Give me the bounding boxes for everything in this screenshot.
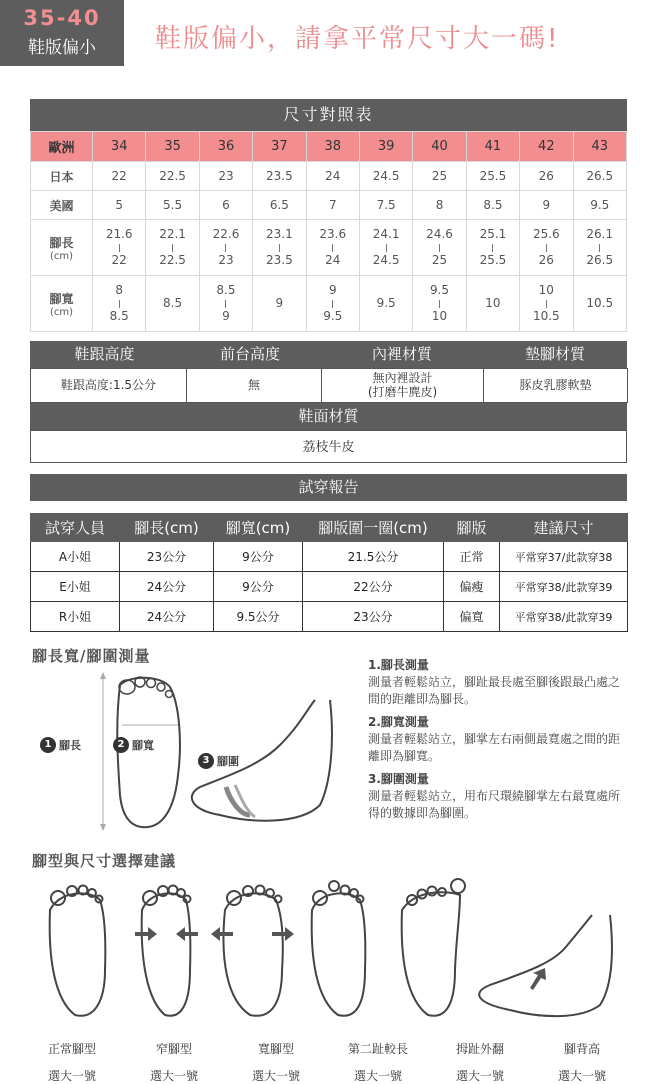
range-stack [574, 228, 626, 266]
range-value: 22.5 [159, 252, 186, 267]
trial-cell: 24公分 [120, 572, 214, 602]
size-cell: 8.5 [466, 191, 519, 220]
range-separator [439, 244, 440, 252]
size-cell [199, 276, 252, 332]
range-separator [386, 244, 387, 252]
size-cell: 25 [413, 162, 466, 191]
size-cell: 6.5 [253, 191, 306, 220]
note-heading: 1.腳長測量 [368, 658, 429, 672]
size-cell: 25.5 [466, 162, 519, 191]
range-stack [520, 228, 572, 266]
label-width [113, 737, 154, 753]
range-stack [307, 284, 359, 322]
measure-title: 腳長寬/腳圍測量 [32, 647, 151, 665]
size-cell [573, 220, 626, 276]
range-stack [574, 297, 626, 310]
range-value: 23.6 [319, 227, 347, 242]
range-value: 9 [275, 295, 284, 310]
size-cell: 39 [359, 132, 412, 162]
range-stack [93, 284, 145, 322]
row-label [31, 191, 93, 220]
range-stack [413, 228, 465, 266]
foot-type-advice: 選大一號 [149, 1069, 198, 1083]
foot-type-name: 腳背高 [563, 1042, 600, 1056]
material-table [30, 368, 628, 403]
range-separator [439, 300, 440, 308]
size-row-foot_length [31, 220, 627, 276]
foot-type-item [27, 1040, 117, 1084]
size-cell: 41 [466, 132, 519, 162]
range-value: 22.1 [159, 227, 186, 242]
range-value: 25 [431, 252, 448, 267]
range-value: 9.5 [429, 283, 450, 298]
note-heading: 2.腳寬測量 [368, 715, 429, 729]
trial-cell: 9.5公分 [214, 602, 303, 632]
range-value: 26 [538, 252, 554, 267]
trial-cell: 偏寬 [444, 602, 500, 632]
foot-type-title: 腳型與尺寸選擇建議 [32, 852, 177, 870]
size-chart-title: 尺寸對照表 [30, 99, 627, 131]
range-separator [332, 244, 333, 252]
size-cell: 26 [520, 162, 573, 191]
foot-type-advice: 選大一號 [455, 1069, 504, 1083]
trial-cell: R小姐 [31, 602, 120, 632]
trial-cell: 22公分 [303, 572, 444, 602]
label-length [40, 737, 81, 753]
trial-table [30, 513, 628, 632]
material-header-cell: 鞋跟高度 [74, 345, 135, 363]
range-stack [307, 228, 359, 266]
heel-height-value: 鞋跟高度:1.5公分 [31, 369, 187, 403]
size-cell: 38 [306, 132, 359, 162]
size-cell [520, 220, 573, 276]
size-cell: 5.5 [146, 191, 199, 220]
trial-header-cell: 腳版圍一圈(cm) [303, 514, 444, 542]
range-stack [253, 228, 305, 266]
upper-material-header [30, 403, 627, 430]
material-header-cell: 內裡材質 [371, 345, 432, 363]
size-cell: 5 [93, 191, 146, 220]
range-value: 8.5 [216, 283, 236, 298]
range-value: 26.5 [586, 252, 614, 267]
row-label-text: 美國 [49, 198, 74, 213]
size-cell: 22.5 [146, 162, 199, 191]
note-heading: 3.腳圍測量 [368, 772, 429, 786]
size-cell [466, 276, 519, 332]
range-value: 10 [538, 283, 554, 298]
size-cell [466, 220, 519, 276]
foot-types-illustration [20, 870, 640, 1025]
note-body: 測量者輕鬆站立，用布尺環繞腳掌左右最寬處所得的數據即為腳圍。 [368, 789, 621, 820]
range-value: 25.5 [479, 252, 507, 267]
range-stack [146, 297, 198, 310]
label-girth [198, 753, 239, 769]
front-height-value: 無 [187, 369, 322, 403]
size-cell [93, 220, 146, 276]
range-stack [520, 284, 572, 322]
size-chart-table [30, 131, 627, 332]
foot-type-item [537, 1040, 627, 1084]
material-header-cell: 前台高度 [219, 345, 280, 363]
size-row-us [31, 191, 627, 220]
fit-note: 鞋版偏小 [28, 38, 96, 58]
size-range: 35-40 [23, 6, 101, 30]
size-cell [359, 220, 412, 276]
size-cell [413, 220, 466, 276]
size-cell: 37 [253, 132, 306, 162]
trial-cell: 23公分 [303, 602, 444, 632]
trial-cell: E小姐 [31, 572, 120, 602]
size-cell: 34 [93, 132, 146, 162]
foot-type-item [129, 1040, 219, 1084]
size-cell: 26.5 [573, 162, 626, 191]
range-stack [200, 228, 252, 266]
size-cell: 6 [199, 191, 252, 220]
foot-type-advice: 選大一號 [251, 1069, 300, 1083]
size-cell [199, 220, 252, 276]
material-header-cell: 墊腳材質 [524, 345, 585, 363]
foot-type-name: 窄腳型 [155, 1042, 192, 1056]
size-cell: 23.5 [253, 162, 306, 191]
range-value: 10 [485, 295, 501, 310]
trial-header-cell: 建議尺寸 [500, 514, 628, 542]
size-row-foot_width [31, 276, 627, 332]
size-cell [520, 276, 573, 332]
size-cell: 9.5 [573, 191, 626, 220]
range-stack [413, 284, 465, 322]
range-value: 8.5 [163, 295, 183, 310]
range-value: 10.5 [532, 308, 560, 323]
trial-cell: 平常穿37/此款穿38 [500, 542, 628, 572]
range-separator [225, 300, 226, 308]
size-cell [93, 276, 146, 332]
size-cell [573, 276, 626, 332]
foot-type-advice: 選大一號 [557, 1069, 606, 1083]
foot-type-labels [27, 1040, 627, 1084]
size-cell: 40 [413, 132, 466, 162]
size-cell: 35 [146, 132, 199, 162]
range-value: 22.6 [212, 227, 240, 242]
size-cell: 43 [573, 132, 626, 162]
trial-cell: 9公分 [214, 572, 303, 602]
range-separator [119, 300, 120, 308]
material-header [30, 341, 627, 368]
row-label [31, 220, 93, 276]
range-value: 25.6 [532, 227, 560, 242]
label-length-text: 腳長 [59, 739, 81, 752]
range-value: 23.1 [266, 227, 293, 242]
row-label-text: 日本 [49, 169, 74, 184]
trial-header-cell: 腳版 [444, 514, 500, 542]
range-stack [360, 297, 412, 310]
size-cell [146, 220, 199, 276]
row-unit: (cm) [49, 306, 74, 318]
trial-header-row [31, 514, 628, 542]
range-value: 9.5 [323, 308, 343, 323]
trial-cell: A小姐 [31, 542, 120, 572]
size-cell: 8 [413, 191, 466, 220]
range-stack [360, 228, 412, 266]
row-label-text: 腳寬 [49, 291, 74, 306]
foot-type-advice: 選大一號 [353, 1069, 402, 1083]
upper-material-value: 荔枝牛皮 [30, 430, 627, 463]
range-value: 24.6 [426, 227, 453, 242]
range-value: 9 [328, 283, 337, 298]
trial-cell: 正常 [444, 542, 500, 572]
number-badge: 2 [113, 737, 129, 753]
foot-type-name: 寬腳型 [257, 1042, 294, 1056]
size-cell [306, 220, 359, 276]
range-value: 23.5 [266, 252, 293, 267]
trial-header-cell: 腳長(cm) [120, 514, 214, 542]
size-cell [413, 276, 466, 332]
row-label [31, 132, 93, 162]
range-value: 8.5 [109, 308, 129, 323]
range-value: 9.5 [376, 295, 396, 310]
range-value: 22 [111, 252, 127, 267]
note-girth [368, 771, 628, 822]
note-body: 測量者輕鬆站立，腳掌左右兩側最寬處之間的距離即為腳寬。 [368, 732, 621, 763]
range-separator [332, 300, 333, 308]
row-label-text: 腳長 [49, 235, 74, 250]
trial-cell: 平常穿38/此款穿39 [500, 572, 628, 602]
foot-type-name: 正常腳型 [47, 1042, 96, 1056]
foot-type-item [333, 1040, 423, 1084]
foot-type-name: 拇趾外翻 [455, 1042, 504, 1056]
trial-report-title: 試穿報告 [30, 474, 627, 501]
range-stack [200, 284, 252, 322]
range-value: 21.6 [105, 227, 133, 242]
trial-cell: 偏瘦 [444, 572, 500, 602]
size-cell [253, 276, 306, 332]
size-cell: 23 [199, 162, 252, 191]
headline: 鞋版偏小，請拿平常尺寸大一碼! [155, 24, 560, 54]
range-value: 24.5 [372, 252, 400, 267]
foot-type-name: 第二趾較長 [347, 1042, 408, 1056]
trial-cell: 平常穿38/此款穿39 [500, 602, 628, 632]
range-value: 10 [431, 308, 448, 323]
range-separator [225, 244, 226, 252]
trial-row [31, 572, 628, 602]
number-badge: 1 [40, 737, 56, 753]
upper-material-label: 鞋面材質 [298, 407, 359, 425]
size-cell [306, 276, 359, 332]
range-stack [93, 228, 145, 266]
size-row-jp [31, 162, 627, 191]
range-stack [467, 228, 519, 266]
size-cell: 9 [520, 191, 573, 220]
range-value: 24 [325, 252, 341, 267]
trial-cell: 9公分 [214, 542, 303, 572]
row-label [31, 276, 93, 332]
range-value: 24.1 [372, 227, 400, 242]
measure-notes [368, 657, 628, 828]
range-value: 23 [218, 252, 234, 267]
size-cell [253, 220, 306, 276]
range-value: 10.5 [586, 295, 614, 310]
range-value: 9 [222, 308, 230, 323]
range-separator [119, 244, 120, 252]
size-cell: 42 [520, 132, 573, 162]
note-length [368, 657, 628, 708]
range-stack [253, 297, 305, 310]
trial-cell: 21.5公分 [303, 542, 444, 572]
size-cell: 22 [93, 162, 146, 191]
foot-type-item [231, 1040, 321, 1084]
range-stack [146, 228, 198, 266]
number-badge: 3 [198, 753, 214, 769]
insole-value: 豚皮乳膠軟墊 [484, 369, 628, 403]
lining-text: 無內裡設計 (打磨牛麂皮) [367, 370, 438, 399]
range-separator [279, 244, 280, 252]
range-separator [492, 244, 493, 252]
trial-cell: 23公分 [120, 542, 214, 572]
size-badge [0, 0, 124, 66]
trial-header-cell: 試穿人員 [31, 514, 120, 542]
size-cell: 7.5 [359, 191, 412, 220]
range-value: 25.1 [479, 227, 507, 242]
size-cell: 24 [306, 162, 359, 191]
range-value: 8 [115, 283, 124, 298]
foot-type-advice: 選大一號 [47, 1069, 96, 1083]
row-label-text: 歐洲 [48, 141, 75, 156]
label-girth-text: 腳圍 [217, 755, 239, 768]
trial-row [31, 542, 628, 572]
range-separator [546, 300, 547, 308]
range-separator [599, 244, 600, 252]
lining-value [322, 369, 484, 403]
size-row-eu [31, 132, 627, 162]
range-stack [467, 297, 519, 310]
trial-header-cell: 腳寬(cm) [214, 514, 303, 542]
size-cell: 7 [306, 191, 359, 220]
range-separator [546, 244, 547, 252]
size-cell: 36 [199, 132, 252, 162]
note-width [368, 714, 628, 765]
foot-type-item [435, 1040, 525, 1084]
trial-row [31, 602, 628, 632]
size-cell: 24.5 [359, 162, 412, 191]
size-cell [146, 276, 199, 332]
row-unit: (cm) [49, 250, 74, 262]
range-separator [172, 244, 173, 252]
note-body: 測量者輕鬆站立，腳趾最長處至腳後跟最凸處之間的距離即為腳長。 [368, 675, 621, 706]
range-value: 26.1 [586, 227, 614, 242]
row-label [31, 162, 93, 191]
trial-cell: 24公分 [120, 602, 214, 632]
size-cell [359, 276, 412, 332]
label-width-text: 腳寬 [132, 739, 154, 752]
